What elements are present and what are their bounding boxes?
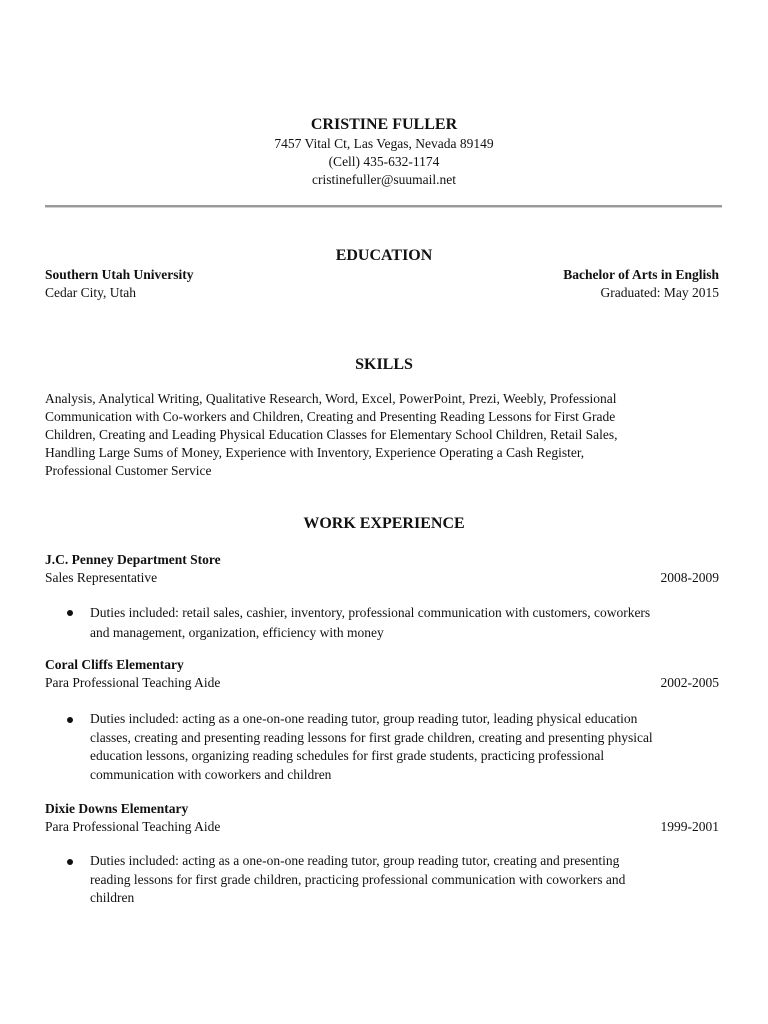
duty-line: Duties included: acting as a one-on-one reading tutor, group reading tutor, leading physical education [90, 711, 638, 726]
duty-line: reading lessons for first grade children, practicing professional communication with coworkers and [90, 871, 626, 887]
bullet-icon [67, 610, 73, 616]
degree: Bachelor of Arts in English [563, 267, 719, 282]
job-duties-bullet [45, 710, 725, 784]
address: 7457 Vital Ct, Las Vegas, Nevada 89149 [274, 136, 494, 151]
job-employer-row [45, 800, 719, 818]
employer-name: J.C. Penney Department Store [45, 552, 221, 567]
skills-line: Analysis, Analytical Writing, Qualitative Research, Word, Excel, PowerPoint, Prezi, Weebly, Professional [45, 391, 617, 406]
job-employer-row [45, 551, 719, 569]
job-duties-bullet [45, 603, 725, 642]
graduation-date: Graduated: May 2015 [600, 285, 719, 300]
job-position: Para Professional Teaching Aide [45, 819, 221, 834]
duty-line: Duties included: retail sales, cashier, inventory, professional communication with customers, coworkers [90, 605, 651, 620]
bullet-icon [67, 859, 73, 865]
job-dates: 2002-2005 [660, 675, 719, 690]
job-employer-row [45, 656, 719, 674]
job-position-row [45, 569, 719, 587]
email: cristinefuller@suumail.net [311, 172, 457, 187]
job-position-row [45, 674, 719, 692]
duty-line: education lessons, organizing reading schedules for first grade students, practicing professional [90, 748, 605, 763]
job-position-row [45, 818, 719, 836]
employer-name: Coral Cliffs Elementary [45, 657, 184, 672]
job-duties-bullet [45, 852, 725, 908]
duty-line: children [90, 890, 135, 905]
bullet-icon [67, 717, 73, 723]
candidate-name: CRISTINE FULLER [310, 116, 458, 133]
school-location: Cedar City, Utah [45, 285, 136, 300]
education-heading: EDUCATION [335, 247, 433, 264]
skills-line: Children, Creating and Leading Physical Education Classes for Elementary School Children, Retail Sales, [45, 427, 618, 442]
job-position: Para Professional Teaching Aide [45, 675, 221, 690]
contact-header [0, 115, 768, 189]
skills-line: Communication with Co-workers and Children, Creating and Presenting Reading Lessons for First Grade [45, 409, 616, 424]
skills-paragraph [45, 390, 725, 480]
skills-line: Handling Large Sums of Money, Experience with Inventory, Experience Operating a Cash Register, [45, 445, 585, 460]
education-row-1 [45, 266, 719, 284]
job-dates: 2008-2009 [660, 570, 719, 585]
duty-line: communication with coworkers and children [90, 766, 332, 782]
skills-heading: SKILLS [355, 356, 413, 373]
duty-line: Duties included: acting as a one-on-one reading tutor, group reading tutor, creating and presenting [90, 853, 620, 868]
duty-line: and management, organization, efficiency with money [90, 624, 384, 640]
employer-name: Dixie Downs Elementary [45, 801, 189, 816]
school-name: Southern Utah University [45, 267, 194, 282]
work-heading: WORK EXPERIENCE [303, 515, 465, 532]
job-dates: 1999-2001 [660, 819, 719, 834]
education-row-2 [45, 284, 719, 302]
phone: (Cell) 435-632-1174 [328, 154, 440, 169]
skills-line: Professional Customer Service [45, 463, 212, 478]
job-position: Sales Representative [45, 570, 158, 585]
duty-line: classes, creating and presenting reading lessons for first grade children, creating and presenting physical [90, 729, 653, 745]
header-divider [45, 205, 722, 208]
